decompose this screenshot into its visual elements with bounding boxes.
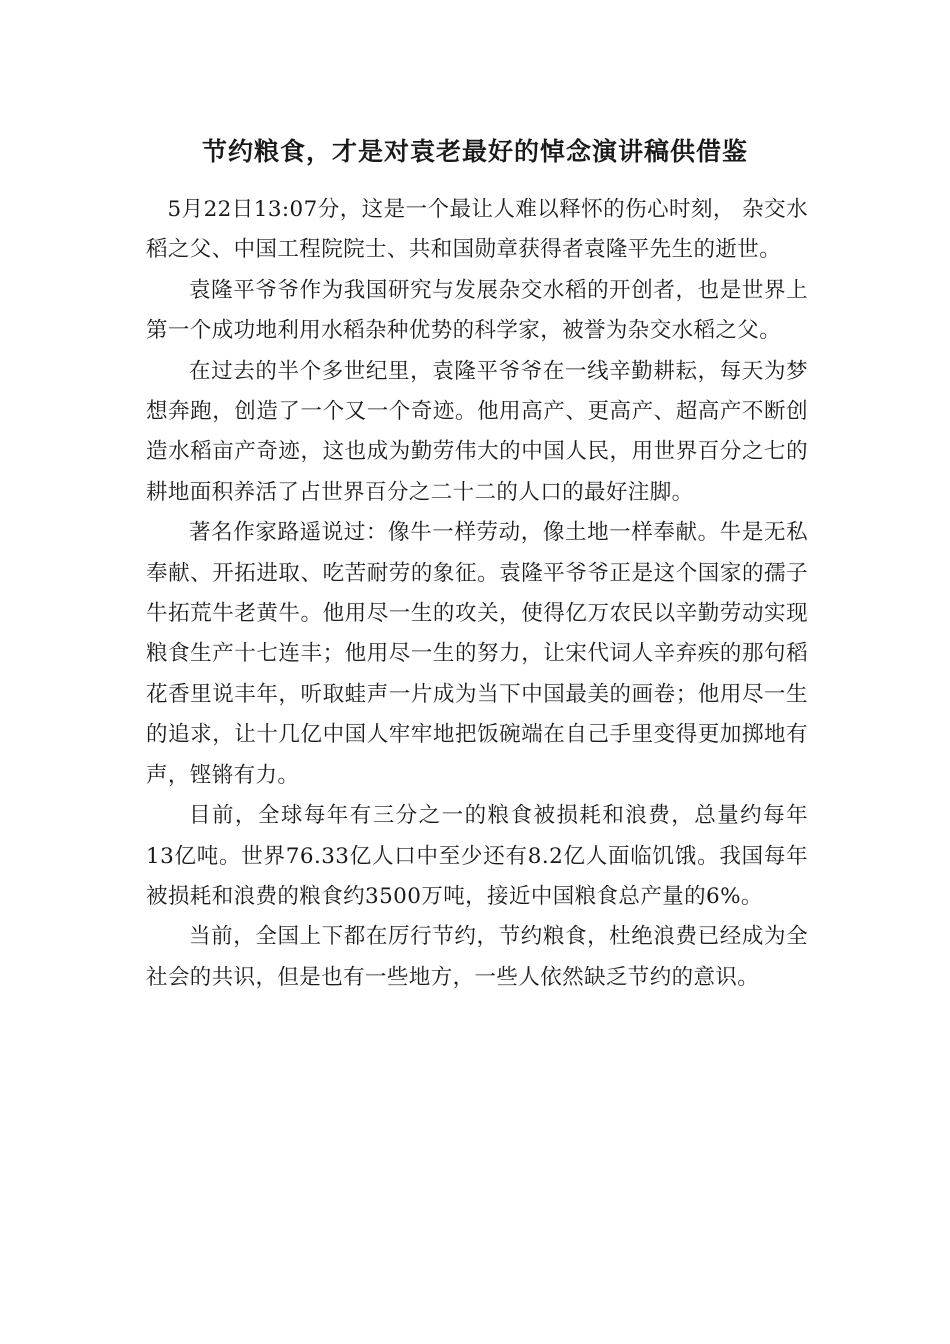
paragraph-2: 袁隆平爷爷作为我国研究与发展杂交水稻的开创者，也是世界上第一个成功地利用水稻杂种优势的科学家，被誉为杂交水稻之父。 <box>146 277 808 344</box>
paragraph-5: 目前，全球每年有三分之一的粮食被损耗和浪费，总量约每年13亿吨。世界76.33亿人口中至少还有8.2亿人面临饥饿。我国每年被损耗和浪费的粮食约3500万吨，接近中国粮食总产量的6%。 <box>146 803 808 909</box>
paragraph-3: 在过去的半个多世纪里，袁隆平爷爷在一线辛勤耕耘，每天为梦想奔跑，创造了一个又一个奇迹。他用高产、更高产、超高产不断创造水稻亩产奇迹，这也成为勤劳伟大的中国人民，用世界百分之七的耕地面积养活了占世界百分之二十二的人口的最好注脚。 <box>146 358 808 505</box>
document-body <box>146 190 808 998</box>
paragraph-4: 著名作家路遥说过：像牛一样劳动，像土地一样奉献。牛是无私奉献、开拓进取、吃苦耐劳的象征。袁隆平爷爷正是这个国家的孺子牛拓荒牛老黄牛。他用尽一生的攻关，使得亿万农民以辛勤劳动实现粮食生产十七连丰；他用尽一生的努力，让宋代词人辛弃疾的那句稻花香里说丰年，听取蛙声一片成为当下中国最美的画卷；他用尽一生的追求，让十几亿中国人牢牢地把饭碗端在自己手里变得更加掷地有声，铿锵有力。 <box>146 520 808 788</box>
paragraph-6: 当前，全国上下都在厉行节约，节约粮食，杜绝浪费已经成为全社会的共识，但是也有一些地方，一些人依然缺乏节约的意识。 <box>146 924 808 990</box>
paragraph-1: 5月22日13:07分，这是一个最让人难以释怀的伤心时刻， 杂交水稻之父、中国工程院院士、共和国勋章获得者袁隆平先生的逝世。 <box>146 197 808 263</box>
document-title: 节约粮食，才是对袁老最好的悼念演讲稿供借鉴 <box>201 137 748 166</box>
